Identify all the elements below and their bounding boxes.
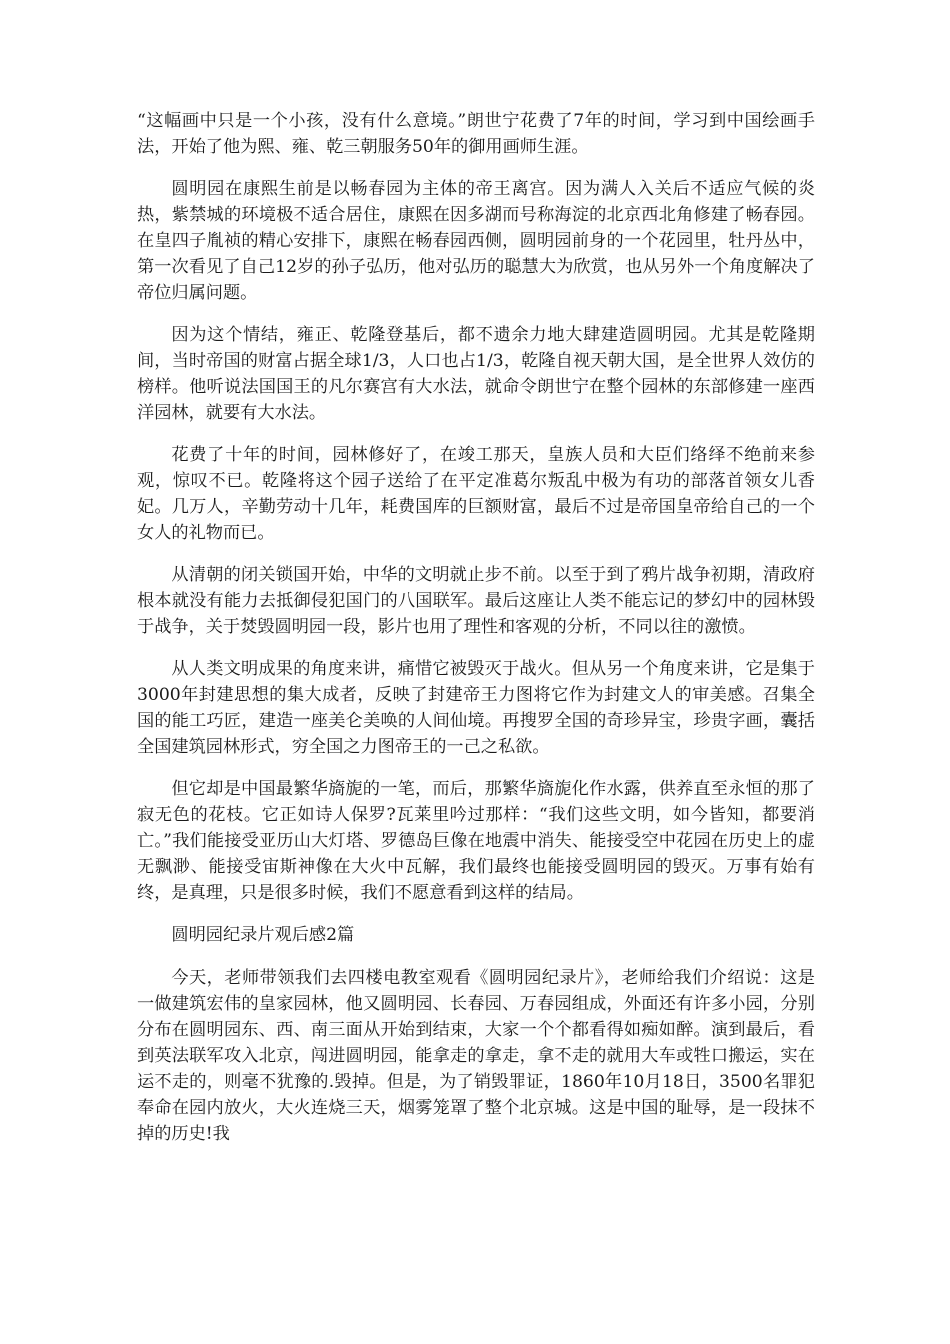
document-page [137,108,815,1163]
paragraph-7: 但它却是中国最繁华旖旎的一笔，而后，那繁华旖旎化作水露，供养直至永恒的那了寂无色的花枝。它正如诗人保罗?瓦莱里吟过那样：“我们这些文明，如今皆知，都要消亡。”我们能接受亚历山大灯塔、罗德岛巨像在地震中消失、能接受空中花园在历史上的虚无飘渺、能接受宙斯神像在大火中瓦解，我们最终也能接受圆明园的毁灭。万事有始有终，是真理，只是很多时候，我们不愿意看到这样的结局。 [137,779,815,903]
paragraph-6: 从人类文明成果的角度来讲，痛惜它被毁灭于战火。但从另一个角度来讲，它是集于3000年封建思想的集大成者，反映了封建帝王力图将它作为封建文人的审美感。召集全国的能工巧匠，建造一座美仑美唤的人间仙境。再搜罗全国的奇珍异宝，珍贵字画，囊括全国建筑园林形式，穷全国之力图帝王的一己之私欲。 [137,659,815,757]
paragraph-8: 今天，老师带领我们去四楼电教室观看《圆明园纪录片》，老师给我们介绍说：这是一做建筑宏伟的皇家园林，他又圆明园、长春园、万春园组成，外面还有许多小园，分别分布在圆明园东、西、南三面从开始到结束，大家一个个都看得如痴如醉。演到最后，看到英法联军攻入北京，闯进圆明园，能拿走的拿走，拿不走的就用大车或牲口搬运，实在运不走的，则毫不犹豫的.毁掉。但是，为了销毁罪证，1860年10月18日，3500名罪犯奉命在园内放火，大火连烧三天，烟雾笼罩了整个北京城。这是中国的耻辱，是一段抹不掉的历史!我 [137,968,815,1144]
paragraph-5: 从清朝的闭关锁国开始，中华的文明就止步不前。以至于到了鸦片战争初期，清政府根本就没有能力去抵御侵犯国门的八国联军。最后这座让人类不能忘记的梦幻中的园林毁于战争，关于焚毁圆明园一段，影片也用了理性和客观的分析，不同以往的激愤。 [137,565,815,637]
paragraph-1: “这幅画中只是一个小孩，没有什么意境。”朗世宁花费了7年的时间，学习到中国绘画手法，开始了他为熙、雍、乾三朝服务50年的御用画师生涯。 [137,111,815,157]
paragraph-3: 因为这个情结，雍正、乾隆登基后，都不遗余力地大肆建造圆明园。尤其是乾隆期间，当时帝国的财富占据全球1/3，人口也占1/3，乾隆自视天朝大国，是全世界人效仿的榜样。他听说法国国王的凡尔赛宫有大水法，就命令朗世宁在整个园林的东部修建一座西洋园林，就要有大水法。 [137,325,815,423]
paragraph-2: 圆明园在康熙生前是以畅春园为主体的帝王离宫。因为满人入关后不适应气候的炎热，紫禁城的环境极不适合居住，康熙在因多湖而号称海淀的北京西北角修建了畅春园。在皇四子胤祯的精心安排下，康熙在畅春园西侧，圆明园前身的一个花园里，牡丹丛中，第一次看见了自己12岁的孙子弘历，他对弘历的聪慧大为欣赏，也从另外一个角度解决了帝位归属问题。 [137,179,815,303]
section-heading: 圆明园纪录片观后感2篇 [171,925,355,945]
paragraph-4: 花费了十年的时间，园林修好了，在竣工那天，皇族人员和大臣们络绎不绝前来参观，惊叹不已。乾隆将这个园子送给了在平定准葛尔叛乱中极为有功的部落首领女儿香妃。几万人，辛勤劳动十几年，耗费国库的巨额财富，最后不过是帝国皇帝给自己的一个女人的礼物而已。 [137,445,815,543]
